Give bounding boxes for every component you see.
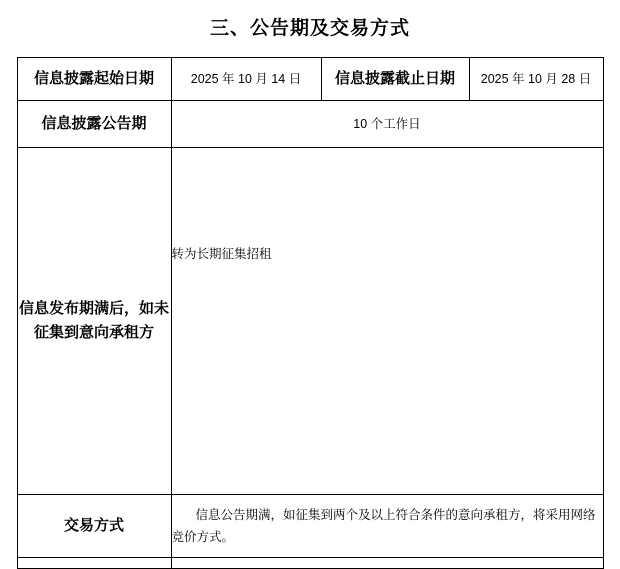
document-page (0, 16, 620, 544)
table-row-partial (17, 558, 603, 569)
table-row (17, 148, 603, 495)
disclosure-period-label: 信息披露公告期 (17, 101, 171, 148)
disclosure-end-value: 2025 年 10 月 28 日 (469, 58, 603, 101)
disclosure-period-value: 10 个工作日 (171, 101, 603, 148)
table-cell-empty-1 (17, 558, 171, 569)
no-tenant-value: 转为长期征集招租 (171, 148, 603, 495)
transaction-mode-label: 交易方式 (17, 495, 171, 558)
no-tenant-label: 信息发布期满后，如未征集到意向承租方 (17, 148, 171, 495)
disclosure-start-value: 2025 年 10 月 14 日 (171, 58, 321, 101)
announcement-table (17, 57, 604, 569)
table-row (17, 495, 603, 558)
page-title: 三、公告期及交易方式 (209, 18, 410, 39)
disclosure-start-label: 信息披露起始日期 (17, 58, 171, 101)
transaction-mode-value: 信息公告期满，如征集到两个及以上符合条件的意向承租方，将采用网络竞价方式。 (171, 495, 603, 558)
disclosure-end-label: 信息披露截止日期 (321, 58, 469, 101)
table-row (17, 101, 603, 148)
table-cell-empty-2 (171, 558, 603, 569)
table-row (17, 58, 603, 101)
